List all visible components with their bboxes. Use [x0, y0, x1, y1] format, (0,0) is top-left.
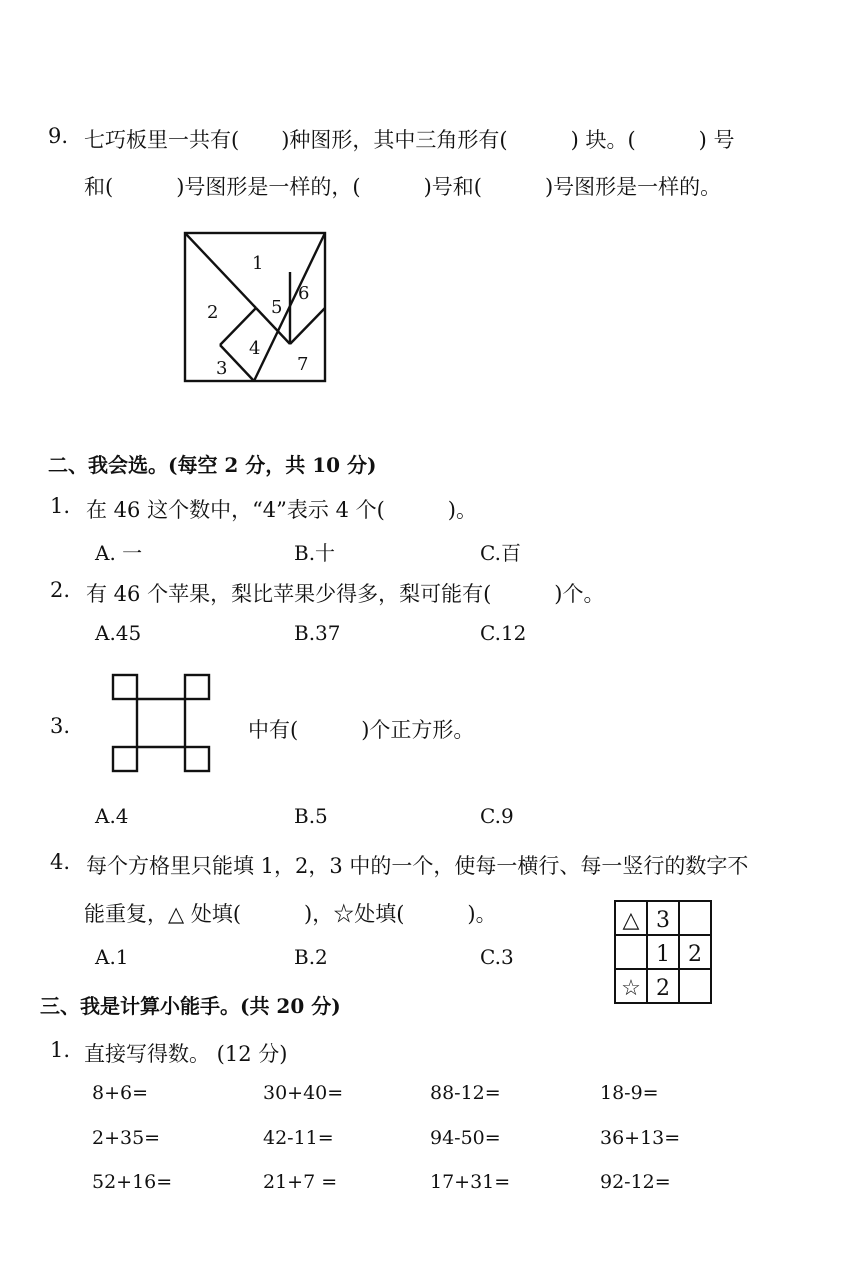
question-text: 每个方格里只能填 1，2，3 中的一个，使每一横行、每一竖行的数字不: [86, 854, 749, 878]
calc-item: 17+31=: [430, 1171, 511, 1193]
option-b: B.37: [294, 621, 341, 645]
calc-item: 21+7 =: [263, 1171, 338, 1193]
calc-item: 42-11=: [263, 1127, 334, 1149]
grid-cell: 2: [656, 976, 670, 1001]
option-c: C.9: [480, 804, 514, 828]
squares-figure: [108, 670, 214, 778]
calc-item: 30+40=: [263, 1082, 344, 1104]
number-grid: [612, 898, 716, 1006]
option-b: B.5: [294, 804, 328, 828]
question-number: 2.: [50, 578, 71, 602]
question-number: 4.: [50, 850, 71, 874]
option-b: B.十: [294, 541, 336, 565]
question-text: 在 46 这个数中，“4”表示 4 个( )。: [86, 498, 478, 522]
calc-item: 52+16=: [92, 1171, 173, 1193]
calc-item: 36+13=: [600, 1127, 681, 1149]
tangram-label-5: 5: [271, 297, 283, 318]
grid-cell: 2: [688, 942, 702, 967]
question-text: 有 46 个苹果，梨比苹果少得多，梨可能有( )个。: [86, 582, 605, 606]
question-number: 3.: [50, 714, 71, 738]
question-text: 中有( )个正方形。: [248, 718, 475, 742]
question-text-continued: 和( )号图形是一样的，( )号和( )号图形是一样的。: [84, 175, 722, 199]
section-heading: 三、我是计算小能手。(共 20 分): [40, 994, 341, 1018]
option-a: A. 一: [95, 541, 143, 565]
calc-item: 2+35=: [92, 1127, 161, 1149]
option-b: B.2: [294, 945, 328, 969]
question-text: 七巧板里一共有( )种图形，其中三角形有( ) 块。( ) 号: [84, 128, 735, 152]
question-number: 1.: [50, 494, 71, 518]
tangram-label-1: 1: [252, 253, 264, 274]
tangram-label-4: 4: [249, 338, 261, 359]
calc-item: 18-9=: [600, 1082, 659, 1104]
option-c: C.12: [480, 621, 527, 645]
section-heading: 二、我会选。(每空 2 分，共 10 分): [48, 453, 377, 477]
calc-item: 8+6=: [92, 1082, 149, 1104]
tangram-label-2: 2: [207, 302, 219, 323]
question-number: 1.: [50, 1038, 71, 1062]
grid-cell: 3: [656, 908, 670, 933]
option-c: C.百: [480, 541, 521, 565]
grid-cell: 1: [656, 942, 670, 967]
option-a: A.45: [95, 621, 142, 645]
option-a: A.4: [95, 804, 129, 828]
calc-item: 88-12=: [430, 1082, 501, 1104]
tangram-label-7: 7: [297, 354, 309, 375]
tangram-label-3: 3: [216, 358, 228, 379]
tangram-figure: [180, 226, 332, 388]
question-text-continued: 能重复，△ 处填( )，☆处填( )。: [84, 902, 497, 926]
question-text: 直接写得数。 (12 分): [84, 1042, 288, 1066]
triangle-icon: △: [622, 908, 640, 933]
star-icon: ☆: [621, 976, 641, 1001]
tangram-label-6: 6: [298, 283, 310, 304]
option-c: C.3: [480, 945, 514, 969]
calc-item: 92-12=: [600, 1171, 671, 1193]
calc-item: 94-50=: [430, 1127, 501, 1149]
question-number: 9.: [48, 124, 69, 148]
option-a: A.1: [95, 945, 129, 969]
